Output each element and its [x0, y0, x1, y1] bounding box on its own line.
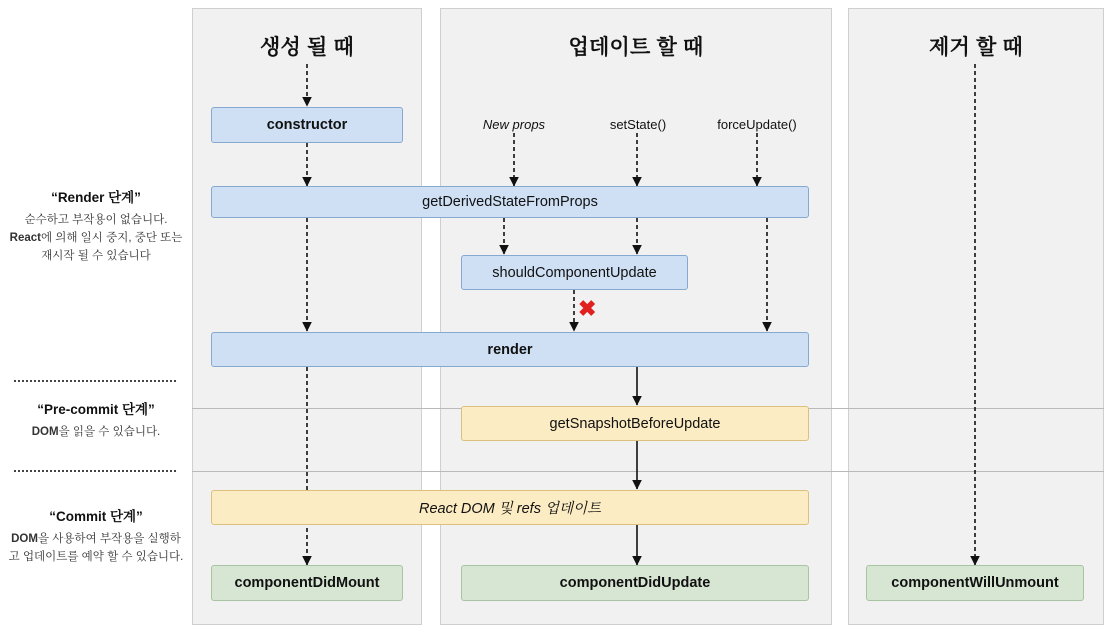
phase-separator-precommit-commit [192, 471, 1104, 472]
legend-precommit-title: “Pre-commit 단계” [37, 402, 155, 417]
box-component-did-update[interactable]: componentDidUpdate [461, 565, 809, 601]
legend-render-body: 순수하고 부작용이 없습니다. React에 의해 일시 중지, 중단 또는 재시작 될 수 있습니다 [9, 214, 183, 262]
column-title-mount: 생성 될 때 [259, 36, 354, 59]
legend-divider-top [14, 380, 176, 382]
legend-precommit-body: DOM을 읽을 수 있습니다. [31, 426, 161, 438]
skip-render-x-icon: ✖ [578, 296, 597, 321]
column-unmount [848, 8, 1104, 625]
column-title-update: 업데이트 할 때 [568, 36, 704, 59]
trigger-new-props: New props [482, 117, 546, 132]
legend-divider-bottom [14, 470, 176, 472]
box-get-derived-state-from-props[interactable]: getDerivedStateFromProps [211, 186, 809, 218]
legend-render-title: “Render 단계” [51, 190, 141, 205]
legend-commit-body: DOM을 사용하여 부작용을 실행하고 업데이트를 예약 할 수 있습니다. [8, 533, 184, 563]
legend-render-phase [8, 186, 184, 265]
box-constructor[interactable]: constructor [211, 107, 403, 143]
column-mount [192, 8, 422, 625]
legend-commit-title: “Commit 단계” [49, 509, 143, 524]
box-should-component-update[interactable]: shouldComponentUpdate [461, 255, 688, 290]
column-title-unmount: 제거 할 때 [928, 36, 1023, 59]
legend-precommit-phase [8, 398, 184, 442]
trigger-set-state: setState() [609, 117, 667, 132]
box-react-dom-and-refs-update[interactable]: React DOM 및 refs 업데이트 [211, 490, 809, 525]
box-component-did-mount[interactable]: componentDidMount [211, 565, 403, 601]
box-get-snapshot-before-update[interactable]: getSnapshotBeforeUpdate [461, 406, 809, 441]
box-render[interactable]: render [211, 332, 809, 367]
legend-commit-phase [8, 505, 184, 567]
column-update [440, 8, 832, 625]
trigger-force-update: forceUpdate() [717, 117, 797, 132]
box-component-will-unmount[interactable]: componentWillUnmount [866, 565, 1084, 601]
